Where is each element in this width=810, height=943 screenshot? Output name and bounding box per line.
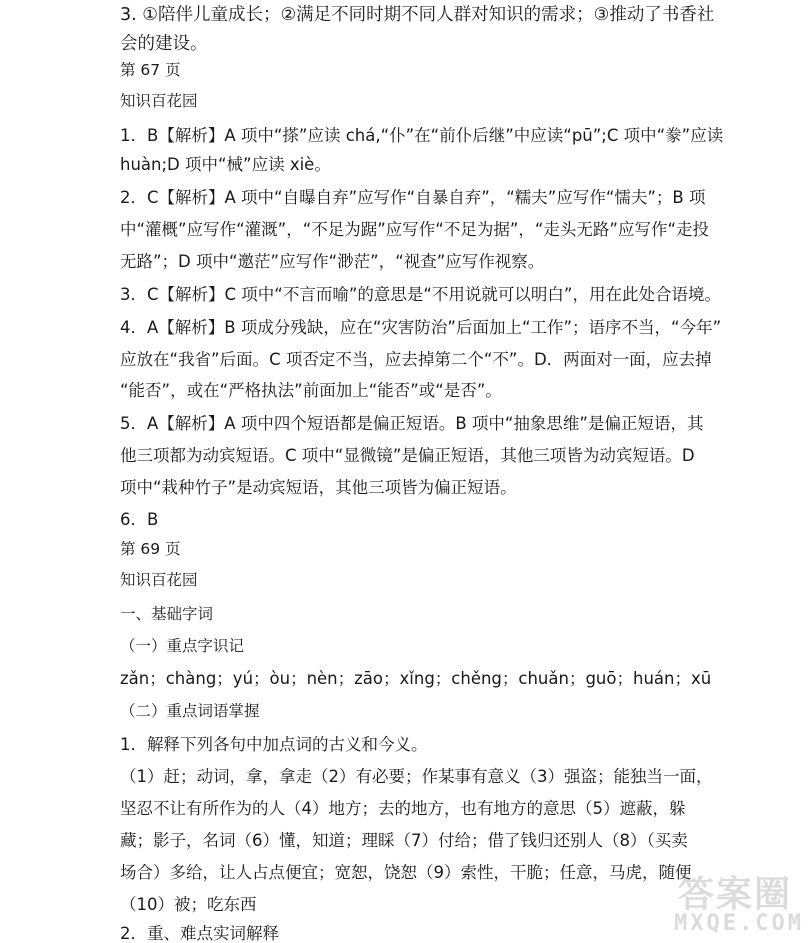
text-line: （10）被；吃东西 [120,895,257,914]
text-line: 3．C【解析】C 项中“不言而喻”的意思是“不用说就可以明白”，用在此处合语境。 [120,285,721,304]
text-line: 6．B [120,510,159,529]
text-line: 1．B【解析】A 项中“搽”应读 chá,“仆”在“前仆后继”中应读“pū”;C 项中“豢”应读 [120,126,724,145]
text-line: 4．A【解析】B 项成分残缺，应在“灾害防治”后面加上“工作”；语序不当，“今年” [120,318,722,337]
section-heading: 一、基础字词 [120,605,214,623]
text-line: （1）赶；动词，拿，拿走（2）有必要；作某事有意义（3）强盗；能独当一面， [120,767,713,786]
text-line: 应放在“我省”后面。C 项否定不当，应去掉第二个“不”。D．两面对一面，应去掉 [120,350,712,369]
section-heading: 知识百花园 [120,92,198,110]
text-line: 2．重、难点实词解释 [120,924,279,943]
watermark-bottom-text: MXQE.COM [674,911,804,936]
text-line: huàn;D 项中“械”应读 xiè。 [120,155,331,174]
text-line: 会的建设。 [120,34,208,54]
text-line: 2．C【解析】A 项中“自曝自弃”应写作“自暴自弃”，“糯夫”应写作“懦夫”；B 项 [120,188,706,207]
text-line: 5．A【解析】A 项中四个短语都是偏正短语。B 项中“抽象思维”是偏正短语，其 [120,414,704,433]
watermark-top-text: 答案圈 [678,874,793,915]
text-line: 他三项都为动宾短语。C 项中“显微镜”是偏正短语，其他三项皆为动宾短语。D [120,446,695,465]
text-line: zǎn；chàng；yú；òu；nèn；zāo；xǐng；chěng；chuǎn；guō；huán；xū [120,669,712,688]
text-line: “能否”，或在“严格执法”前面加上“能否”或“是否”。 [120,381,502,400]
text-line: 坚忍不让有所作为的人（4）地方；去的地方，也有地方的意思（5）遮蔽，躲 [120,799,686,818]
text-line: 场合）多给，让人占点便宜；宽恕，饶恕（9）索性，干脆；任意，马虎，随便 [120,863,692,882]
subsection-heading: （二）重点词语掌握 [120,702,260,720]
text-line: 无路”；D 项中“邀茫”应写作“渺茫”，“视查”应写作视察。 [120,252,545,271]
page-heading: 第 67 页 [120,61,181,79]
subsection-heading: （一）重点字识记 [120,637,245,655]
text-line: 中“灌概”应写作“灌溉”，“不足为踞”应写作“不足为据”，“走头无路”应写作“走投 [120,220,710,239]
text-line: 藏；影子，名词（6）懂，知道；理睬（7）付给；借了钱归还别人（8）（买卖 [120,831,688,850]
section-heading: 知识百花园 [120,571,198,589]
text-line: 项中“栽种竹子”是动宾短语，其他三项皆为偏正短语。 [120,478,517,497]
text-line: 1．解释下列各句中加点词的古义和今义。 [120,735,428,754]
text-line: 3. ①陪伴儿童成长；②满足不同时期不同人群对知识的需求；③推动了书香社 [120,5,715,25]
page-heading: 第 69 页 [120,540,181,558]
